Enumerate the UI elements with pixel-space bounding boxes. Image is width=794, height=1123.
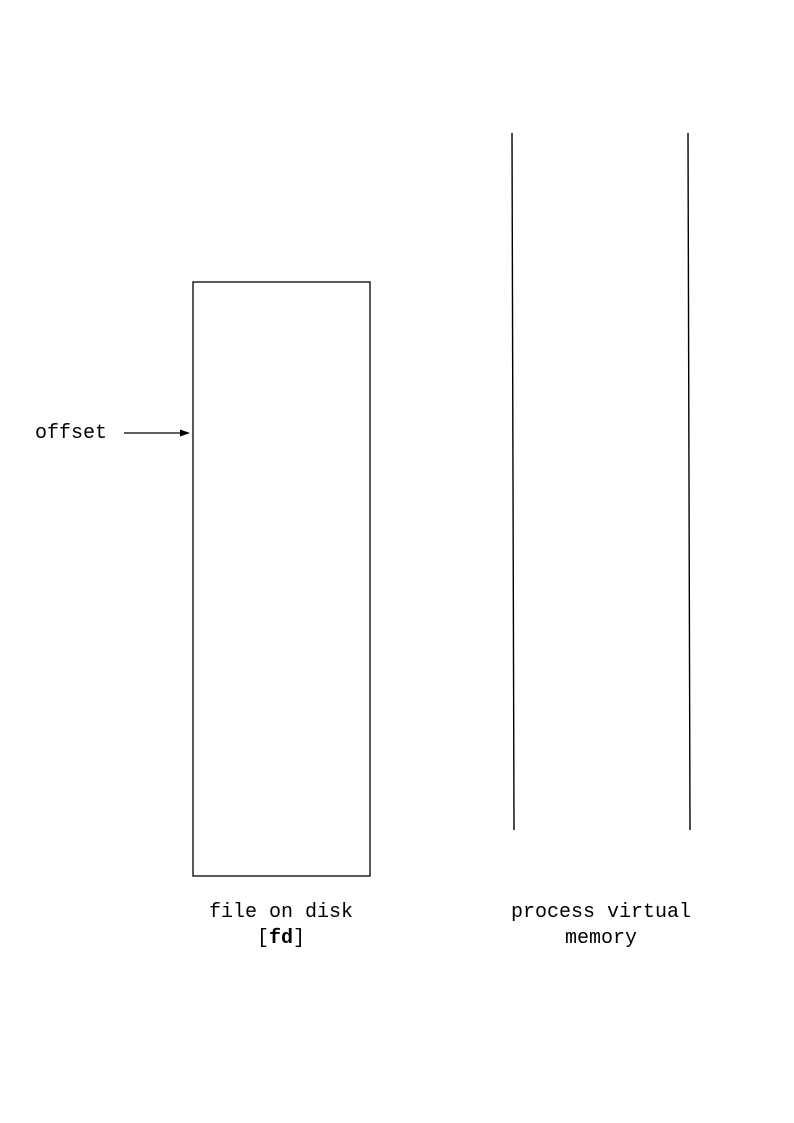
memory-label-line1: process virtual — [510, 901, 692, 924]
fd-label — [181, 926, 381, 952]
memory-label-line2: memory — [564, 927, 637, 950]
offset-arrowhead — [180, 430, 190, 437]
fd-bracket-open: [ — [256, 927, 269, 950]
file-on-disk-title: file on disk — [208, 901, 354, 924]
process-virtual-memory-label — [481, 900, 721, 952]
fd-bracket-close: ] — [293, 927, 306, 950]
memory-right-edge — [688, 133, 690, 830]
fd-name: fd — [268, 927, 293, 950]
memory-left-edge — [512, 133, 514, 830]
file-on-disk-box — [193, 282, 370, 876]
file-on-disk-label — [181, 900, 381, 952]
offset-label: offset — [35, 422, 108, 445]
